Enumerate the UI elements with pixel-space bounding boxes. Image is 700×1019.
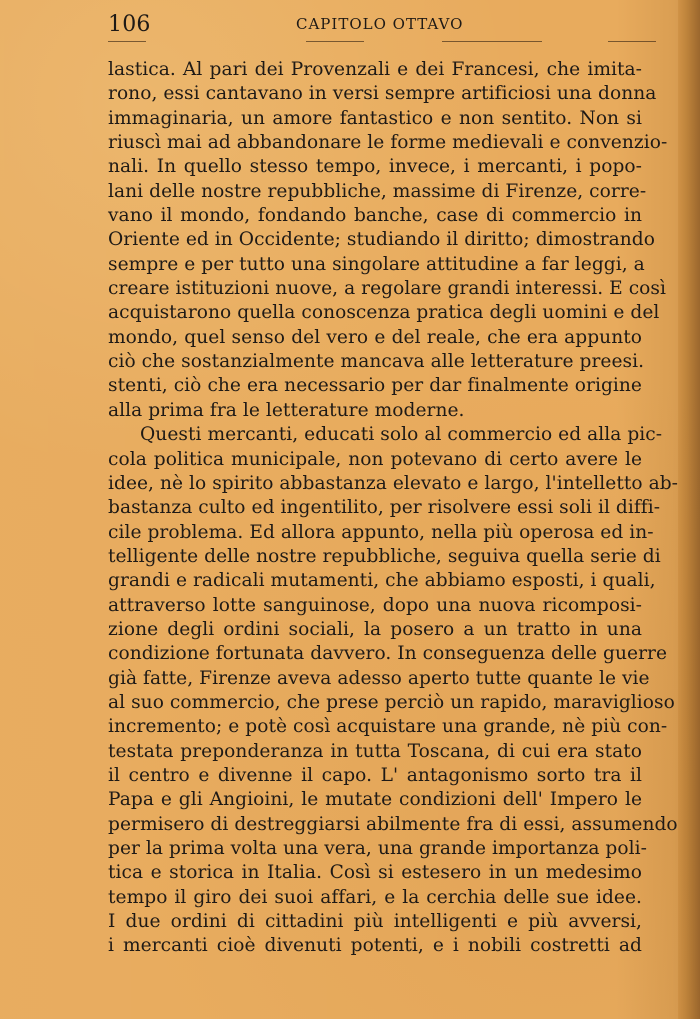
text-line: vano il mondo, fondando banche, case di commercio in: [108, 205, 642, 227]
text-line: rono, essi cantavano in versi sempre artificiosi una donna: [108, 83, 657, 105]
text-line: attraverso lotte sanguinose, dopo una nuova ricomposi-: [108, 594, 642, 616]
text-line: mondo, quel senso del vero e del reale, che era appunto: [108, 326, 642, 348]
body-text: [108, 58, 679, 959]
text-line: permisero di destreggiarsi abilmente fra di essi, assumendo: [108, 813, 678, 835]
text-line: stenti, ciò che era necessario per dar finalmente origine: [108, 375, 642, 397]
text-line: per la prima volta una vera, una grande importanza poli-: [108, 838, 647, 859]
text-line: il centro e divenne il capo. L' antagonismo sorto tra il: [108, 764, 642, 786]
text-line: creare istituzioni nuove, a regolare grandi interessi. E così: [108, 278, 666, 300]
text-line: Questi mercanti, educati solo al commercio ed alla pic-: [140, 424, 663, 446]
text-line: già fatte, Firenze aveva adesso aperto tutte quante le vie: [108, 667, 650, 689]
header-rule-right: [608, 41, 656, 42]
text-line: condizione fortunata davvero. In conseguenza delle guerre: [108, 643, 668, 665]
text-line: riuscì mai ad abbandonare le forme medievali e convenzio-: [108, 132, 668, 154]
text-line: nali. In quello stesso tempo, invece, i mercanti, i popo-: [108, 156, 642, 178]
text-line: al suo commercio, che prese perciò un rapido, maraviglioso: [108, 691, 675, 713]
text-line: i mercanti cioè divenuti potenti, e i nobili costretti ad: [108, 935, 642, 957]
header-rule-middle-b: [442, 41, 542, 42]
text-line: testata preponderanza in tutta Toscana, di cui era stato: [108, 740, 642, 762]
text-line: lastica. Al pari dei Provenzali e dei Francesi, che imita-: [108, 59, 642, 80]
text-line: Oriente ed in Occidente; studiando il diritto; dimostrando: [108, 229, 655, 251]
text-line: cile problema. Ed allora appunto, nella più operosa ed in-: [108, 521, 654, 543]
text-line: acquistarono quella conoscenza pratica degli uomini e del: [108, 302, 660, 324]
text-line: immaginaria, un amore fantastico e non sentito. Non si: [108, 107, 642, 129]
text-line: incremento; e potè così acquistare una grande, nè più con-: [108, 716, 668, 738]
text-line: telligente delle nostre repubbliche, seguiva quella serie di: [108, 545, 661, 567]
text-line: ciò che sostanzialmente mancava alle letterature preesi.: [108, 351, 645, 373]
text-line: alla prima fra le letterature moderne.: [108, 399, 465, 421]
text-line: grandi e radicali mutamenti, che abbiamo esposti, i quali,: [108, 570, 656, 592]
text-line: idee, nè lo spirito abbastanza elevato e largo, l'intelletto ab-: [108, 472, 679, 494]
text-line: tempo il giro dei suoi affari, e la cerchia delle sue idee.: [108, 886, 642, 908]
text-line: tica e storica in Italia. Così si estesero in un medesimo: [108, 862, 642, 884]
header-rule-left: [108, 41, 146, 42]
text-line: bastanza culto ed ingentilito, per risolvere essi soli il diffi-: [108, 497, 661, 519]
text-line: Papa e gli Angioini, le mutate condizioni dell' Impero le: [108, 789, 642, 811]
text-line: cola politica municipale, non potevano di certo avere le: [108, 448, 642, 470]
header-rule-middle-a: [306, 41, 364, 42]
text-line: sempre e per tutto una singolare attitudine a far leggi, a: [108, 253, 645, 275]
text-line: I due ordini di cittadini più intelligenti e più avversi,: [108, 911, 642, 933]
running-head: CAPITOLO OTTAVO: [296, 15, 464, 33]
page-header: [108, 14, 656, 44]
text-line: zione degli ordini sociali, la posero a un tratto in una: [108, 618, 642, 640]
page-number: 106: [108, 12, 151, 37]
text-line: lani delle nostre repubbliche, massime di Firenze, corre-: [108, 180, 647, 202]
page-edge-shadow: [678, 0, 700, 1019]
